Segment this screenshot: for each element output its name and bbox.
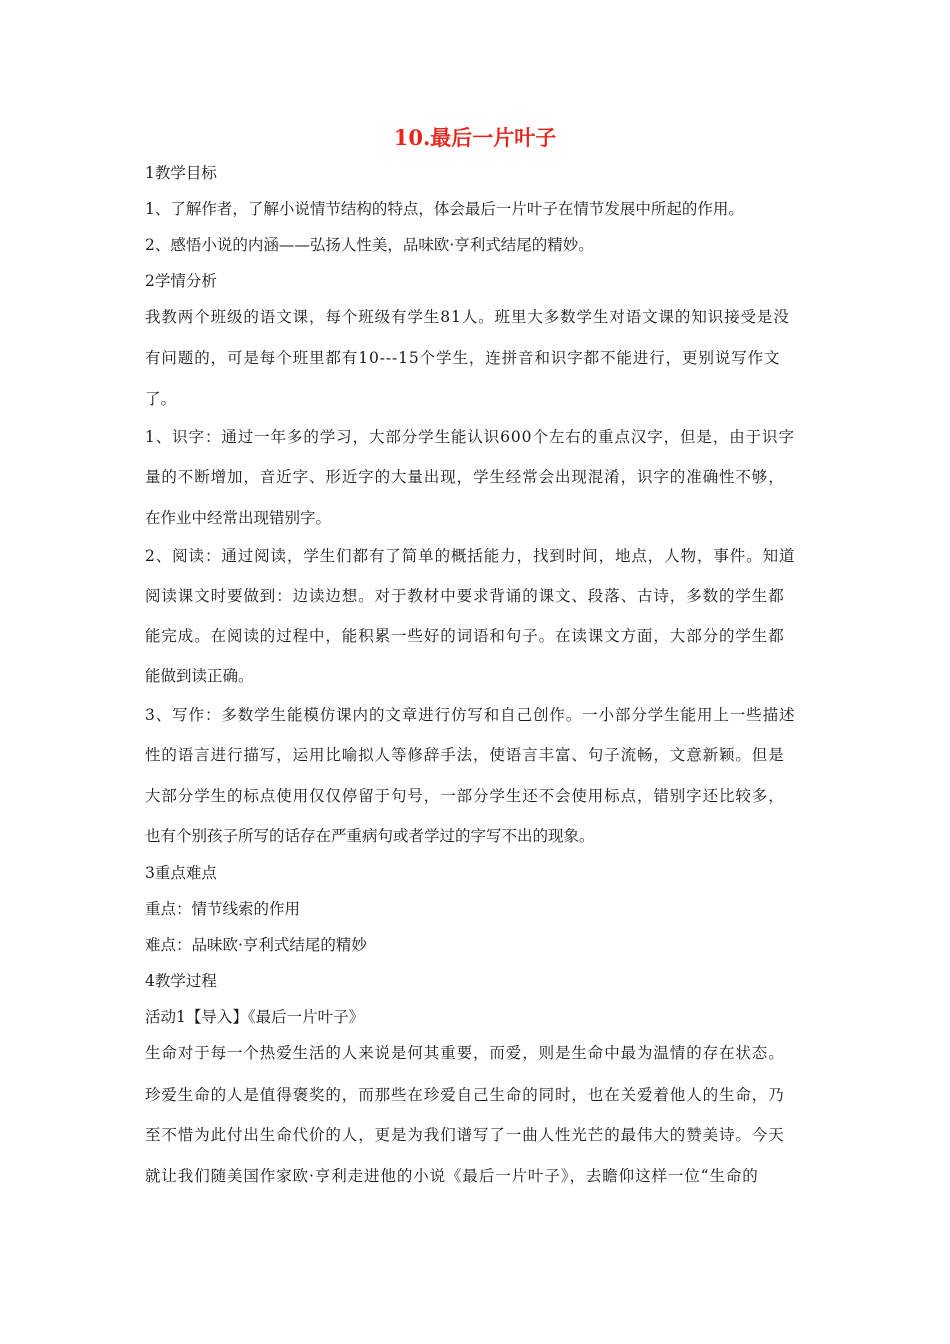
paragraph-line: 能做到读正确。 [145, 667, 254, 685]
activity-heading: 活动1【导入】《最后一片叶子》 [145, 1008, 365, 1026]
key-point: 重点：情节线索的作用 [145, 900, 301, 918]
paragraph-line: 珍爱生命的人是值得褒奖的，而那些在珍爱自己生命的同时，也在关爱着他人的生命，乃 [145, 1086, 785, 1104]
paragraph-line: 也有个别孩子所写的话存在严重病句或者学过的字写不出的现象。 [145, 827, 595, 845]
paragraph-line: 就让我们随美国作家欧·亨利走进他的小说《最后一片叶子》，去瞻仰这样一位“生命的 [145, 1167, 759, 1185]
paragraph-line: 了。 [145, 390, 177, 408]
section-heading-key-points: 3重点难点 [145, 864, 217, 882]
paragraph-line: 3、写作：多数学生能模仿课内的文章进行仿写和自己创作。一小部分学生能用上一些描述 [145, 706, 796, 724]
paragraph-line: 量的不断增加，音近字、形近字的大量出现，学生经常会出现混淆，识字的准确性不够， [145, 468, 785, 486]
paragraph-line: 性的语言进行描写，运用比喻拟人等修辞手法，使语言丰富、句子流畅，文意新颖。但是 [145, 746, 785, 764]
paragraph-line: 1、识字：通过一年多的学习，大部分学生能认识600个左右的重点汉字，但是，由于识字 [145, 428, 795, 446]
paragraph-line: 能完成。在阅读的过程中，能积累一些好的词语和句子。在读课文方面，大部分的学生都 [145, 627, 785, 645]
difficult-point: 难点：品味欧·亨利式结尾的精妙 [145, 936, 367, 954]
document-title: 10.最后一片叶子 [393, 125, 557, 150]
paragraph-line: 我教两个班级的语文课，每个班级有学生81人。班里大多数学生对语文课的知识接受是没 [145, 308, 790, 326]
paragraph-line: 有问题的，可是每个班里都有10---15个学生，连拼音和识字都不能进行，更别说写作文 [145, 349, 781, 367]
paragraph-line: 在作业中经常出现错别字。 [145, 509, 332, 527]
section-heading-process: 4教学过程 [145, 972, 217, 990]
paragraph-line: 至不惜为此付出生命代价的人，更是为我们谱写了一曲人性光芒的最伟大的赞美诗。今天 [145, 1126, 785, 1144]
paragraph-line: 2、阅读：通过阅读，学生们都有了简单的概括能力，找到时间，地点，人物，事件。知道 [145, 547, 796, 565]
paragraph-line: 生命对于每一个热爱生活的人来说是何其重要，而爱，则是生命中最为温情的存在状态。 [145, 1044, 785, 1062]
objective-2: 2、感悟小说的内涵——弘扬人性美，品味欧·亨利式结尾的精妙。 [145, 236, 594, 254]
section-heading-analysis: 2学情分析 [145, 272, 217, 290]
objective-1: 1、了解作者，了解小说情节结构的特点，体会最后一片叶子在情节发展中所起的作用。 [145, 200, 744, 218]
paragraph-line: 阅读课文时要做到：边读边想。对于教材中要求背诵的课文、段落、古诗，多数的学生都 [145, 587, 785, 605]
paragraph-line: 大部分学生的标点使用仅仅停留于句号，一部分学生还不会使用标点，错别字还比较多， [145, 787, 785, 805]
section-heading-objectives: 1教学目标 [145, 164, 217, 182]
